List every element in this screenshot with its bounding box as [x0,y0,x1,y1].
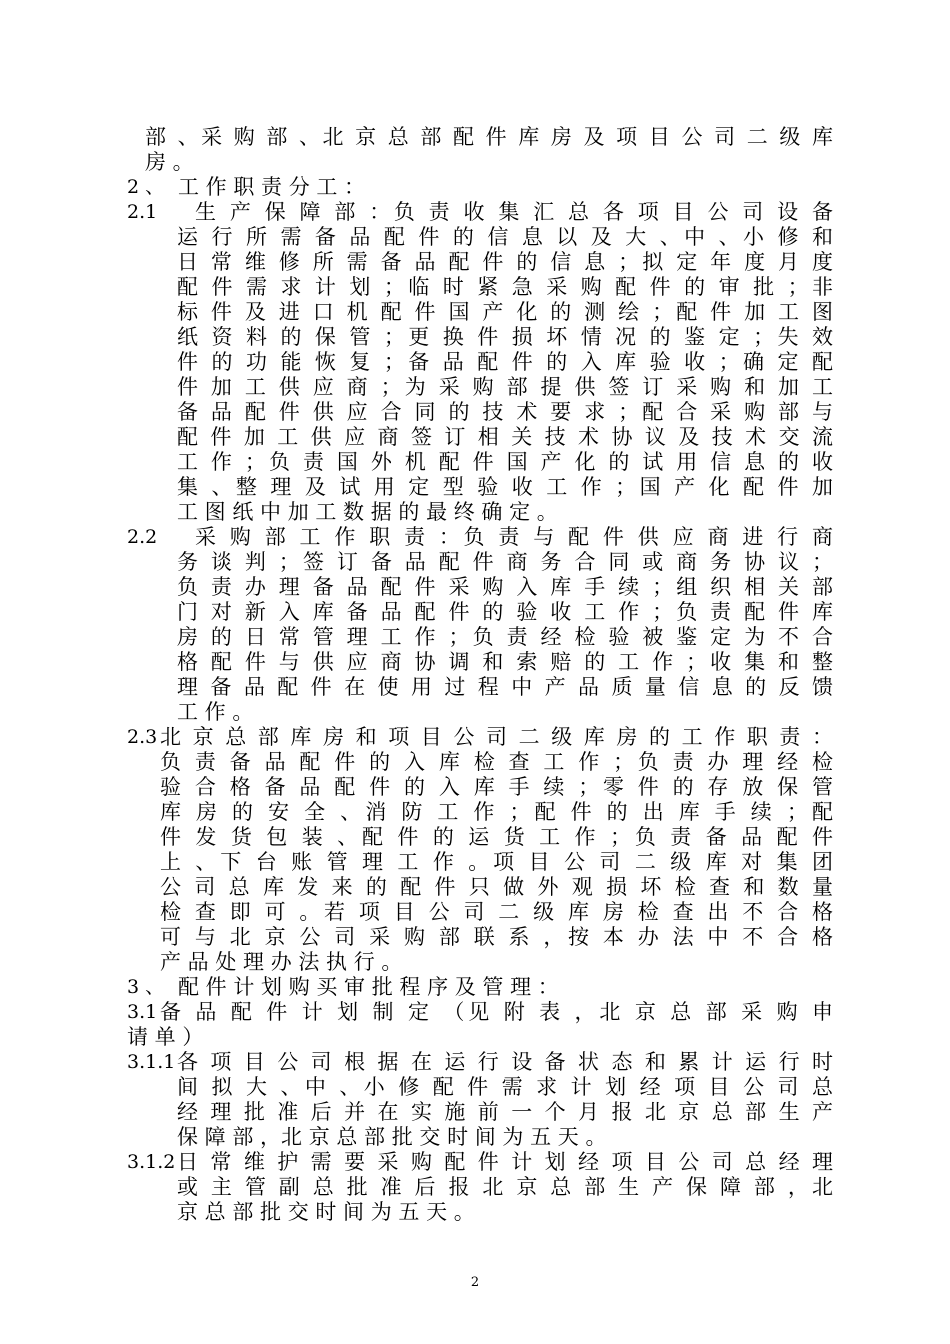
text-line: 件 加 工 供 应 商 ；为 采 购 部 提 供 签 订 采 购 和 加 工 [177,375,833,399]
section-number: 3.1.1 [127,1051,176,1073]
text-line: 北 京 总 部 库 房 和 项 目 公 司 二 级 库 房 的 工 作 职 责 ： [160,725,833,749]
text-line: 纸 资 料 的 保 管 ；更 换 件 损 坏 情 况 的 鉴 定 ；失 效 [177,325,833,349]
text-line: 房 的 日 常 管 理 工 作 ；负 责 经 检 验 被 鉴 定 为 不 合 [177,625,833,649]
page-number: 2 [470,1275,480,1290]
text-line: 验 合 格 备 品 配 件 的 入 库 手 续 ；零 件 的 存 放 保 管 [160,775,833,799]
text-line: 日 常 维 修 所 需 备 品 配 件 的 信 息 ；拟 定 年 度 月 度 [177,250,833,274]
text-line: 日 常 维 护 需 要 采 购 配 件 计 划 经 项 目 公 司 总 经 理 [177,1150,833,1174]
section-number: 2.1 [127,201,158,223]
text-line: 采 购 部 工 作 职 责 ：负 责 与 配 件 供 应 商 进 行 商 [195,525,833,549]
text-line: 生 产 保 障 部 ：负 责 收 集 汇 总 各 项 目 公 司 设 备 [195,200,833,224]
text-line: 运 行 所 需 备 品 配 件 的 信 息 以 及 大 、中 、小 修 和 [177,225,833,249]
text-line: 库 房 的 安 全 、消 防 工 作 ；配 件 的 出 库 手 续 ；配 [160,800,833,824]
text-line: 理 备 品 配 件 在 使 用 过 程 中 产 品 质 量 信 息 的 反 馈 [177,675,833,699]
section-number: 2 、 [127,176,165,198]
text-line: 负 责 备 品 配 件 的 入 库 检 查 工 作 ；负 责 办 理 经 检 [160,750,833,774]
text-line: 检 查 即 可 。若 项 目 公 司 二 级 库 房 检 查 出 不 合 格 [160,900,833,924]
section-number: 2.2 [127,526,158,548]
text-line: 配 件 加 工 供 应 商 签 订 相 关 技 术 协 议 及 技 术 交 流 [177,425,833,449]
section-heading: 配 件 计 划 购 买 审 批 程 序 及 管 理 ： [178,975,559,999]
section-number: 3.1.2 [127,1151,176,1173]
text-line: 京 总 部 批 交 时 间 为 五 天 。 [177,1200,475,1224]
text-line: 上 、下 台 账 管 理 工 作 。项 目 公 司 二 级 库 对 集 团 [160,850,833,874]
text-line: 件 的 功 能 恢 复 ；备 品 配 件 的 入 库 验 收 ；确 定 配 [177,350,833,374]
text-line: 工 作 。 [177,700,254,724]
text-line: 配 件 需 求 计 划 ；临 时 紧 急 采 购 配 件 的 审 批 ；非 [177,275,833,299]
text-line: 务 谈 判 ；签 订 备 品 配 件 商 务 合 同 或 商 务 协 议 ； [177,550,833,574]
text-line: 请 单 ） [127,1025,204,1049]
text-line: 公 司 总 库 发 来 的 配 件 只 做 外 观 损 坏 检 查 和 数 量 [160,875,833,899]
text-line: 工 作 ；负 责 国 外 机 配 件 国 产 化 的 试 用 信 息 的 收 [177,450,833,474]
text-line: 部 、采 购 部 、北 京 总 部 配 件 库 房 及 项 目 公 司 二 级 库 [145,125,833,149]
text-line: 件 发 货 包 装 、配 件 的 运 货 工 作 ；负 责 备 品 配 件 [160,825,833,849]
text-line: 负 责 办 理 备 品 配 件 采 购 入 库 手 续 ；组 织 相 关 部 [177,575,833,599]
text-line: 房 。 [145,150,194,174]
text-line: 备 品 配 件 供 应 合 同 的 技 术 要 求 ；配 合 采 购 部 与 [177,400,833,424]
text-line: 门 对 新 入 库 备 品 配 件 的 验 收 工 作 ；负 责 配 件 库 [177,600,833,624]
section-number: 3 、 [127,976,165,998]
section-number: 2.3 [127,726,158,748]
text-line: 经 理 批 准 后 并 在 实 施 前 一 个 月 报 北 京 总 部 生 产 [177,1100,833,1124]
text-line: 可 与 北 京 公 司 采 购 部 联 系 ，按 本 办 法 中 不 合 格 [160,925,833,949]
text-line: 保 障 部 ，北 京 总 部 批 交 时 间 为 五 天 。 [177,1125,607,1149]
text-line: 产 品 处 理 办 法 执 行 。 [160,950,403,974]
text-line: 或 主 管 副 总 批 准 后 报 北 京 总 部 生 产 保 障 部 ，北 [177,1175,833,1199]
text-line: 备 品 配 件 计 划 制 定 （见 附 表 ，北 京 总 部 采 购 申 [160,1000,833,1024]
text-line: 集 、整 理 及 试 用 定 型 验 收 工 作 ；国 产 化 配 件 加 [177,475,833,499]
section-heading: 工 作 职 责 分 工 ： [178,175,366,199]
text-line: 格 配 件 与 供 应 商 协 调 和 索 赔 的 工 作 ；收 集 和 整 [177,650,833,674]
text-line: 工 图 纸 中 加 工 数 据 的 最 终 确 定 。 [177,500,558,524]
section-number: 3.1 [127,1001,158,1023]
text-line: 各 项 目 公 司 根 据 在 运 行 设 备 状 态 和 累 计 运 行 时 [177,1050,833,1074]
text-line: 标 件 及 进 口 机 配 件 国 产 化 的 测 绘 ；配 件 加 工 图 [177,300,833,324]
text-line: 间 拟 大 、中 、小 修 配 件 需 求 计 划 经 项 目 公 司 总 [177,1075,833,1099]
